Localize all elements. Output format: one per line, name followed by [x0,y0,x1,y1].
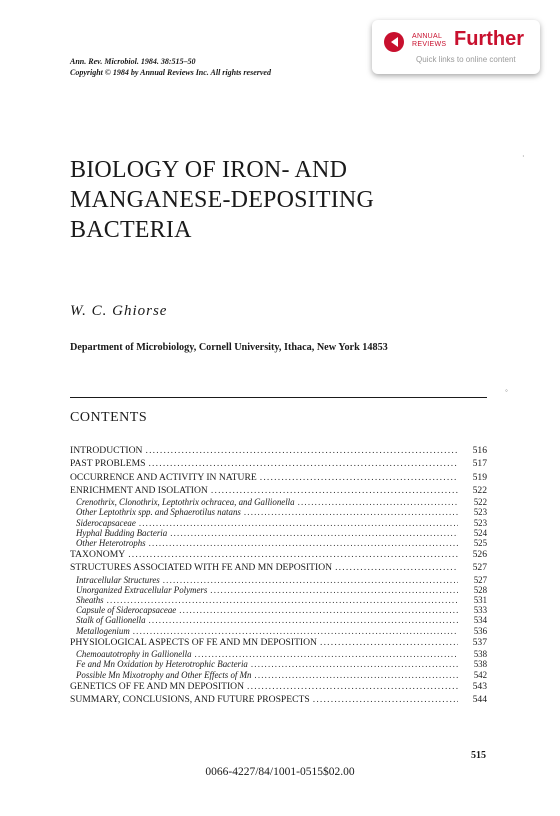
toc-leader-dots [244,507,458,517]
toc-leader-dots [298,497,458,507]
article-code: 0066-4227/84/1001-0515$02.00 [205,766,355,778]
play-icon [384,32,404,52]
toc-label: Hyphal Budding Bacteria [76,527,168,538]
toc-label: Sheaths [76,595,104,606]
toc-label: Possible Mn Mixotrophy and Other Effects of Mn [76,669,252,680]
affiliation: Department of Microbiology, Cornell University, Ithaca, New York 14853 [70,342,388,353]
toc-leader-dots [170,528,458,538]
toc-section-row[interactable] [70,680,487,693]
toc-page-number: 543 [472,680,487,692]
toc-subsection-row[interactable] [70,528,487,538]
toc-leader-dots [247,680,458,693]
toc-section-row[interactable] [70,561,487,574]
toc-leader-dots [148,457,458,470]
toc-section-row[interactable] [70,457,487,470]
toc-label: Unorganized Extracellular Polymers [76,584,208,595]
toc-label: Other Heterotrophs [76,537,146,548]
toc-section-row[interactable] [70,693,487,706]
toc-leader-dots [128,548,458,561]
toc-leader-dots [254,670,458,680]
title-line-3: BACTERIA [70,217,192,243]
toc-leader-dots [251,659,458,669]
toc-leader-dots [260,471,458,484]
toc-subsection-row[interactable] [70,497,487,507]
toc-label: Intracellular Structures [76,574,160,585]
toc-page-number: 524 [473,527,487,538]
article-title [70,155,374,245]
divider [70,397,487,398]
toc-leader-dots [179,605,458,615]
toc-label: Fe and Mn Oxidation by Heterotrophic Bacteria [76,659,248,670]
badge-subtitle: Quick links to online content [416,55,516,64]
citation-line-2: Copyright © 1984 by Annual Reviews Inc. All rights reserved [70,68,271,77]
toc-label: TAXONOMY [70,549,126,561]
citation [70,56,271,78]
toc-page-number: 542 [473,669,487,680]
toc-label: STRUCTURES ASSOCIATED WITH FE AND MN DEPOSITION [70,562,333,574]
contents-heading: CONTENTS [70,410,148,425]
toc-leader-dots [145,444,458,457]
toc-subsection-row[interactable] [70,575,487,585]
toc-page-number: 527 [473,574,487,585]
toc-label: ENRICHMENT AND ISOLATION [70,484,208,496]
page-number: 515 [471,750,486,761]
toc-page-number: 537 [472,636,487,648]
title-line-2: MANGANESE-DEPOSITING [70,187,374,213]
toc-label: PAST PROBLEMS [70,458,146,470]
toc-page-number: 533 [473,605,487,616]
toc-page-number: 522 [472,484,487,496]
toc-page-number: 538 [473,659,487,670]
toc-subsection-row[interactable] [70,615,487,625]
toc-label: Siderocapsaceae [76,517,136,528]
toc-subsection-row[interactable] [70,605,487,615]
toc-section-row[interactable] [70,471,487,484]
toc-subsection-row[interactable] [70,595,487,605]
toc-leader-dots [210,585,458,595]
toc-section-row[interactable] [70,636,487,649]
toc-subsection-row[interactable] [70,670,487,680]
toc-leader-dots [313,693,458,706]
toc-page-number: 525 [473,537,487,548]
badge-reviews: REVIEWS [412,41,447,48]
toc-subsection-row[interactable] [70,649,487,659]
toc-subsection-row[interactable] [70,538,487,548]
toc-label: Stalk of Gallionella [76,615,146,626]
toc-leader-dots [133,626,458,636]
further-badge[interactable] [372,20,540,74]
speck-mark: · [522,152,525,161]
toc-subsection-row[interactable] [70,507,487,517]
toc-leader-dots [320,636,458,649]
badge-annual-reviews [412,33,452,49]
toc-section-row[interactable] [70,484,487,497]
toc-page-number: 516 [472,445,487,456]
toc-leader-dots [149,538,458,548]
toc-label: PHYSIOLOGICAL ASPECTS OF FE AND MN DEPOSITION [70,636,317,648]
toc-section-row[interactable] [70,548,487,561]
toc-page-number: 517 [472,458,487,470]
toc-leader-dots [107,595,458,605]
toc-section-row[interactable] [70,444,487,457]
toc-leader-dots [139,518,458,528]
toc-page-number: 526 [472,549,487,561]
toc-page-number: 538 [473,649,487,660]
citation-line-1: Ann. Rev. Microbiol. 1984. 38:515–50 [70,57,196,66]
toc-page-number: 519 [472,471,487,483]
toc-label: Capsule of Siderocapsaceae [76,605,177,616]
toc-label: Other Leptothrix spp. and Sphaerotilus natans [76,507,241,518]
toc-leader-dots [149,615,458,625]
toc-page-number: 522 [473,497,487,508]
toc-subsection-row[interactable] [70,518,487,528]
toc-page-number: 536 [473,625,487,636]
toc-leader-dots [335,561,458,574]
speck-mark: ◦ [505,386,508,395]
toc-page-number: 528 [473,584,487,595]
toc-label: INTRODUCTION [70,445,143,456]
author: W. C. Ghiorse [70,303,168,319]
toc-label: OCCURRENCE AND ACTIVITY IN NATURE [70,471,257,483]
toc-subsection-row[interactable] [70,626,487,636]
toc-page-number: 523 [473,517,487,528]
toc-leader-dots [195,649,458,659]
toc-label: Crenothrix, Clonothrix, Leptothrix ochracea, and Gallionella [76,497,295,508]
toc-page-number: 534 [473,615,487,626]
toc-page-number: 523 [473,507,487,518]
toc-page-number: 527 [472,562,487,574]
toc-page-number: 544 [472,694,487,705]
toc-label: GENETICS OF FE AND MN DEPOSITION [70,680,245,692]
toc-page-number: 531 [473,595,487,606]
toc-label: Chemoautotrophy in Gallionella [76,649,192,660]
toc-label: SUMMARY, CONCLUSIONS, AND FUTURE PROSPECTS [70,694,310,705]
toc-leader-dots [211,484,458,497]
toc-subsection-row[interactable] [70,585,487,595]
toc-leader-dots [163,575,458,585]
title-line-1: BIOLOGY OF IRON- AND [70,157,348,183]
toc-label: Metallogenium [76,625,130,636]
toc-subsection-row[interactable] [70,659,487,669]
badge-annual: ANNUAL [412,33,443,40]
table-of-contents [70,444,487,706]
badge-further-label: Further [454,28,524,50]
